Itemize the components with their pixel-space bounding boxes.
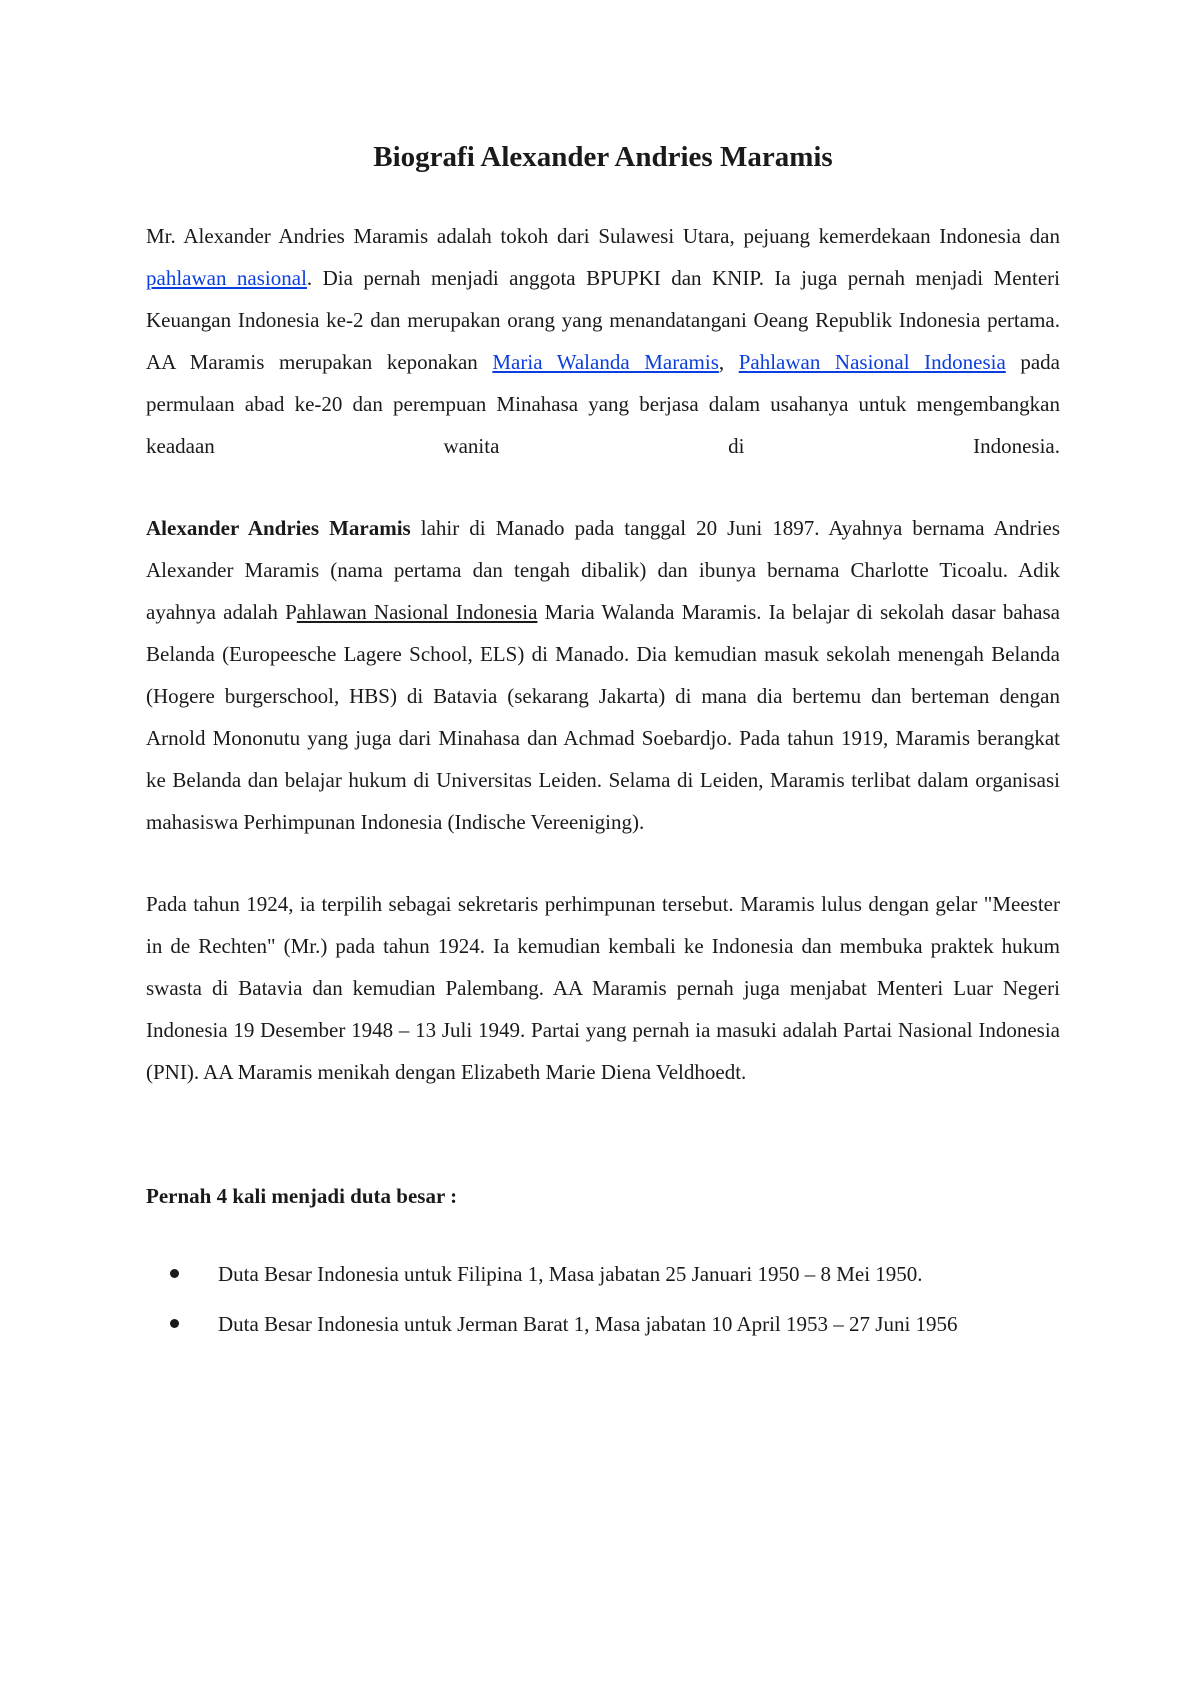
paragraph-intro [146,215,1060,467]
ambassador-heading: Pernah 4 kali menjadi duta besar : [146,1183,458,1208]
list-item-text: Duta Besar Indonesia untuk Jerman Barat 1, Masa jabatan 10 April 1953 – 27 Juni 1956 [218,1311,958,1336]
ambassador-list [146,1253,1060,1345]
document-title: Biografi Alexander Andries Maramis [373,141,833,173]
intro-text-2: . Dia pernah menjadi anggota BPUPKI dan KNIP. Ia juga pernah menjadi Menteri Keuangan Indonesia ke-2 dan merupakan orang yang menandatangani Oeang Republik Indonesia pertama. AA Maramis merupakan keponakan [146,265,1060,374]
paragraph-birth [146,507,1060,843]
intro-text-3: , [718,349,739,374]
birth-text-1: lahir di Manado pada tanggal 20 Juni 1897. Ayahnya bernama Andries Alexander Maramis (nama pertama dan tengah dibalik) dan ibunya bernama Charlotte Ticoalu. Adik ayahnya adalah P [146,515,1060,624]
document-page [146,140,1060,1353]
list-item-text: Duta Besar Indonesia untuk Filipina 1, Masa jabatan 25 Januari 1950 – 8 Mei 1950. [218,1261,923,1286]
link-maria-walanda-maramis[interactable]: Maria Walanda Maramis [492,349,719,374]
paragraph-career: Pada tahun 1924, ia terpilih sebagai sekretaris perhimpunan tersebut. Maramis lulus dengan gelar "Meester in de Rechten" (Mr.) pada tahun 1924. Ia kemudian kembali ke Indonesia dan membuka praktek hukum swasta di Batavia dan kemudian Palembang. AA Maramis pernah juga menjabat Menteri Luar Negeri Indonesia 19 Desember 1948 – 13 Juli 1949. Partai yang pernah ia masuki adalah Partai Nasional Indonesia (PNI). AA Maramis menikah dengan Elizabeth Marie Diena Veldhoedt. [146,891,1060,1084]
intro-text-1: Mr. Alexander Andries Maramis adalah tokoh dari Sulawesi Utara, pejuang kemerdekaan Indonesia dan [146,223,1060,248]
intro-text-4: pada permulaan abad ke-20 dan perempuan Minahasa yang berjasa dalam usahanya untuk mengembangkan keadaan wanita di Indonesia. [146,349,1060,458]
bullet-icon [170,1269,179,1278]
list-item [146,1303,1060,1345]
name-bold: Alexander Andries Maramis [146,515,411,540]
underlined-pahlawan: ahlawan Nasional Indonesia [296,599,538,624]
link-pahlawan-nasional-indonesia[interactable]: Pahlawan Nasional Indonesia [738,349,1006,374]
list-item [146,1253,1060,1295]
link-pahlawan-nasional[interactable]: pahlawan nasional [146,265,307,290]
bullet-icon [170,1319,179,1328]
birth-text-2: Maria Walanda Maramis. Ia belajar di sekolah dasar bahasa Belanda (Europeesche Lagere School, ELS) di Manado. Dia kemudian masuk sekolah menengah Belanda (Hogere burgerschool, HBS) di Batavia (sekarang Jakarta) di mana dia bertemu dan berteman dengan Arnold Mononutu yang juga dari Minahasa dan Achmad Soebardjo. Pada tahun 1919, Maramis berangkat ke Belanda dan belajar hukum di Universitas Leiden. Selama di Leiden, Maramis terlibat dalam organisasi mahasiswa Perhimpunan Indonesia (Indische Vereeniging). [146,599,1060,834]
